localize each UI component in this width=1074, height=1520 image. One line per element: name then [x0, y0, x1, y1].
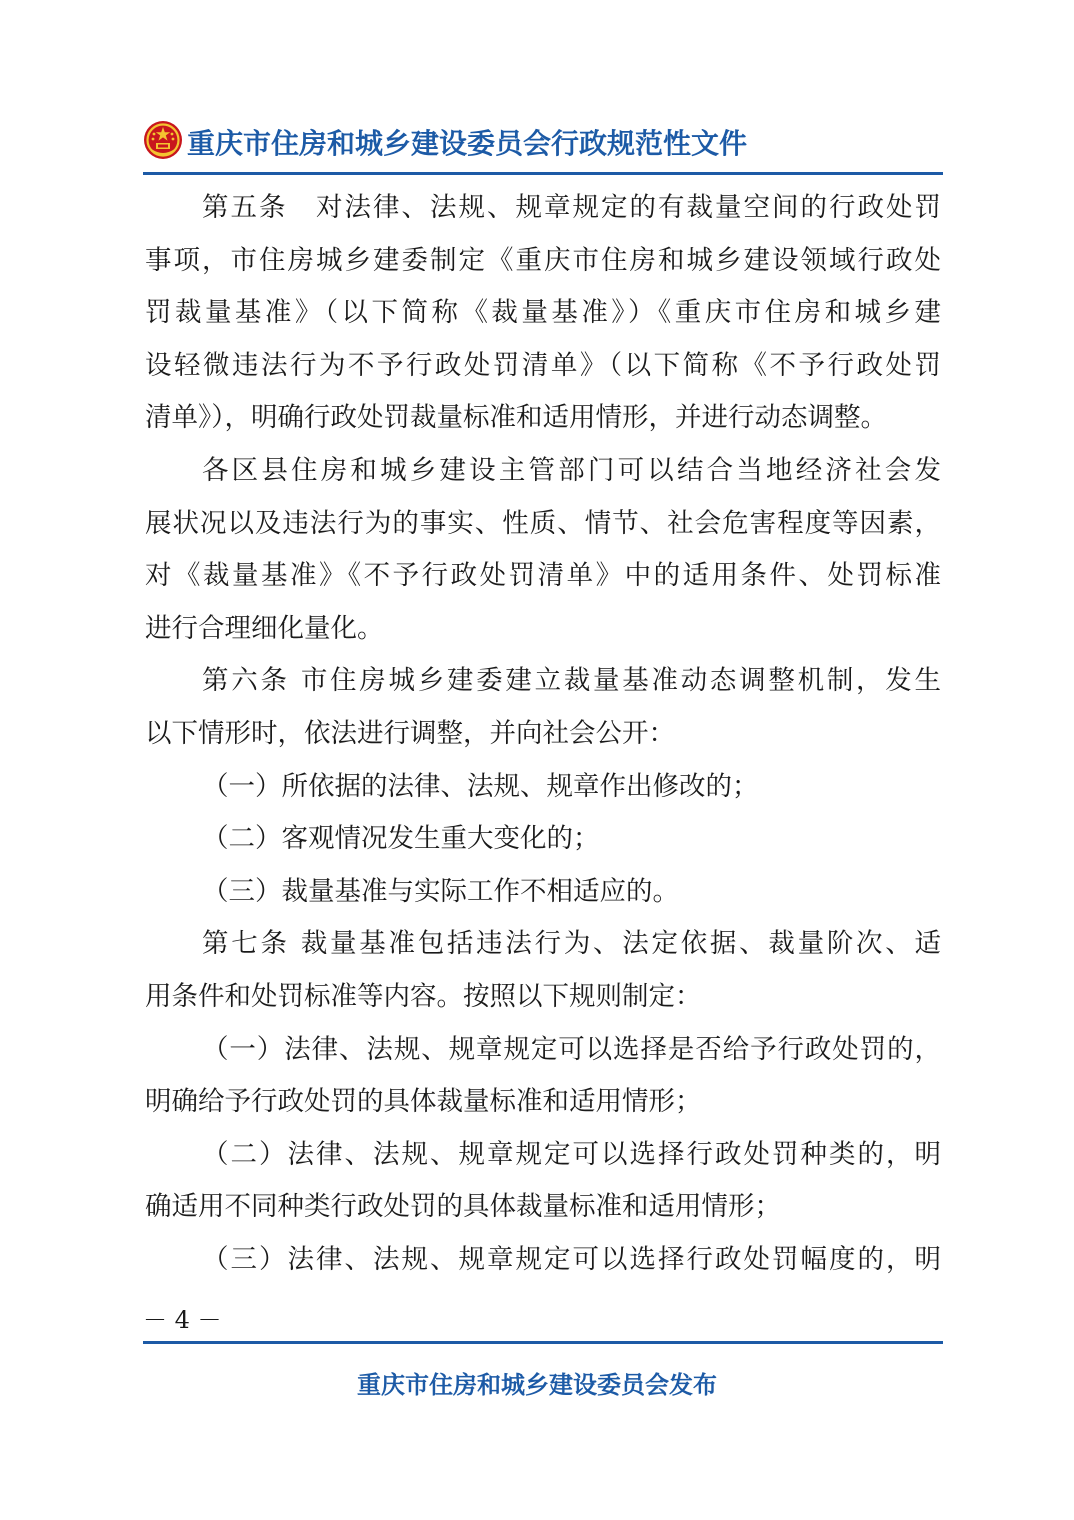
document-header [143, 116, 943, 168]
text-line: （三）法律、法规、规章规定可以选择行政处罚幅度的，明 [202, 1243, 941, 1275]
paragraph [145, 918, 941, 1023]
document-header-title: 重庆市住房和城乡建设委员会行政规范性文件 [187, 127, 748, 160]
footer-divider [143, 1341, 943, 1344]
text-line: 确适用不同种类行政处罚的具体裁量标准和适用情形； [145, 1191, 781, 1223]
document-body [145, 182, 941, 1286]
text-line: （三）裁量基准与实际工作不相适应的。 [202, 875, 679, 907]
paragraph [145, 761, 941, 814]
text-line: 对《裁量基准》《不予行政处罚清单》中的适用条件、处罚标准 [145, 560, 941, 592]
page-number: － 4 － [143, 1306, 222, 1334]
paragraph [145, 655, 941, 760]
paragraph [145, 445, 941, 655]
paragraph [145, 1024, 941, 1129]
text-line: 明确给予行政处罚的具体裁量标准和适用情形； [145, 1086, 702, 1118]
text-line: 第七条 裁量基准包括违法行为、法定依据、裁量阶次、适 [202, 928, 941, 960]
paragraph [145, 813, 941, 866]
text-line: 第六条 市住房城乡建委建立裁量基准动态调整机制，发生 [202, 665, 941, 697]
paragraph [145, 866, 941, 919]
text-line: （一）所依据的法律、法规、规章作出修改的； [202, 770, 759, 802]
text-line: 以下情形时，依法进行调整，并向社会公开： [145, 717, 675, 749]
text-line: 用条件和处罚标准等内容。按照以下规则制定： [145, 980, 702, 1012]
text-line: 事项，市住房城乡建委制定《重庆市住房和城乡建设领域行政处 [145, 244, 941, 276]
text-line: 清单》），明确行政处罚裁量标准和适用情形，并进行动态调整。 [145, 402, 887, 434]
text-line: （二）法律、法规、规章规定可以选择行政处罚种类的，明 [202, 1138, 941, 1170]
text-line: （二）客观情况发生重大变化的； [202, 823, 600, 855]
national-emblem-icon [143, 120, 183, 160]
text-line: 第五条 对法律、法规、规章规定的有裁量空间的行政处罚 [202, 192, 941, 223]
text-line: （一）法律、法规、规章规定可以选择是否给予行政处罚的， [202, 1033, 941, 1065]
text-line: 罚裁量基准》（以下简称《裁量基准》）《重庆市住房和城乡建 [145, 297, 941, 329]
paragraph [145, 1129, 941, 1234]
text-line: 进行合理细化量化。 [145, 612, 384, 644]
text-line: 各区县住房和城乡建设主管部门可以结合当地经济社会发 [202, 454, 941, 486]
footer-publisher: 重庆市住房和城乡建设委员会发布 [357, 1371, 717, 1399]
text-line: 展状况以及违法行为的事实、性质、情节、社会危害程度等因素， [145, 507, 941, 539]
header-divider [143, 172, 943, 175]
paragraph [145, 1234, 941, 1287]
paragraph [145, 182, 941, 445]
text-line: 设轻微违法行为不予行政处罚清单》（以下简称《不予行政处罚 [145, 349, 941, 381]
